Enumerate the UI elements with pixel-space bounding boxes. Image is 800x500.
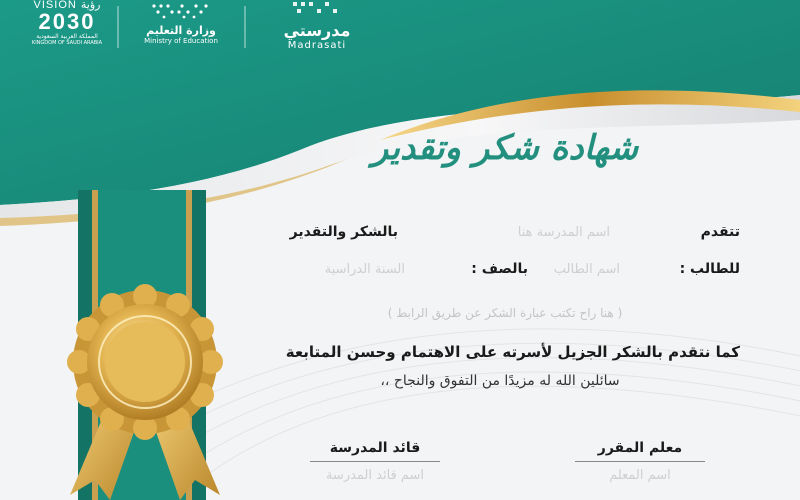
teacher-name-field[interactable]: اسم المعلم bbox=[609, 468, 671, 483]
ministry-logo bbox=[126, 2, 236, 45]
gold-medal-icon bbox=[50, 280, 240, 500]
signature-teacher bbox=[565, 440, 715, 483]
line1-label: تتقدم bbox=[700, 224, 740, 240]
thanks-hint: ( هنا راح تكتب عبارة الشكر عن طريق الرابط ) bbox=[387, 306, 623, 320]
madrasati-logo bbox=[262, 0, 372, 51]
principal-name-field[interactable]: اسم قائد المدرسة bbox=[325, 468, 425, 483]
line1-suffix: بالشكر والتقدير bbox=[289, 224, 398, 240]
grade-label: بالصف : bbox=[471, 261, 528, 277]
madrasati-name-ar: مدرستي bbox=[283, 21, 351, 40]
teacher-title: معلم المقرر bbox=[597, 440, 683, 456]
grade-field[interactable]: السنة الدراسية bbox=[324, 262, 405, 277]
vision-country-en: KINGDOM OF SAUDI ARABIA bbox=[31, 40, 103, 46]
principal-signature-line bbox=[310, 461, 440, 462]
school-name-field[interactable]: اسم المدرسة هنا bbox=[517, 225, 610, 240]
vision-year: 2030 bbox=[38, 9, 96, 34]
madrasati-icon bbox=[287, 0, 347, 18]
vision-country-ar: المملكة العربية السعودية bbox=[36, 33, 98, 40]
teacher-signature-line bbox=[575, 461, 705, 462]
ministry-name-ar: وزارة التعليم bbox=[146, 24, 216, 37]
student-name-field[interactable]: اسم الطالب bbox=[553, 262, 620, 277]
principal-title: قائد المدرسة bbox=[329, 440, 421, 456]
ministry-dots-icon bbox=[146, 2, 216, 20]
line-student bbox=[270, 261, 740, 281]
signature-principal bbox=[300, 440, 450, 483]
wish-text: سائلين الله له مزيدًا من التفوق والنجاح ،، bbox=[380, 373, 620, 389]
student-label: للطالب : bbox=[679, 261, 740, 277]
certificate-title: شهادة شكر وتقدير bbox=[371, 128, 639, 168]
madrasati-name-en: Madrasati bbox=[287, 40, 347, 51]
ministry-name-en: Ministry of Education bbox=[144, 37, 218, 45]
thanks-text: كما نتقدم بالشكر الجزيل لأسرته على الاهتمام وحسن المتابعة bbox=[285, 343, 740, 361]
vision-2030-logo bbox=[22, 0, 112, 46]
vision-label: VISION رؤية bbox=[33, 0, 101, 11]
line-school bbox=[270, 224, 740, 244]
